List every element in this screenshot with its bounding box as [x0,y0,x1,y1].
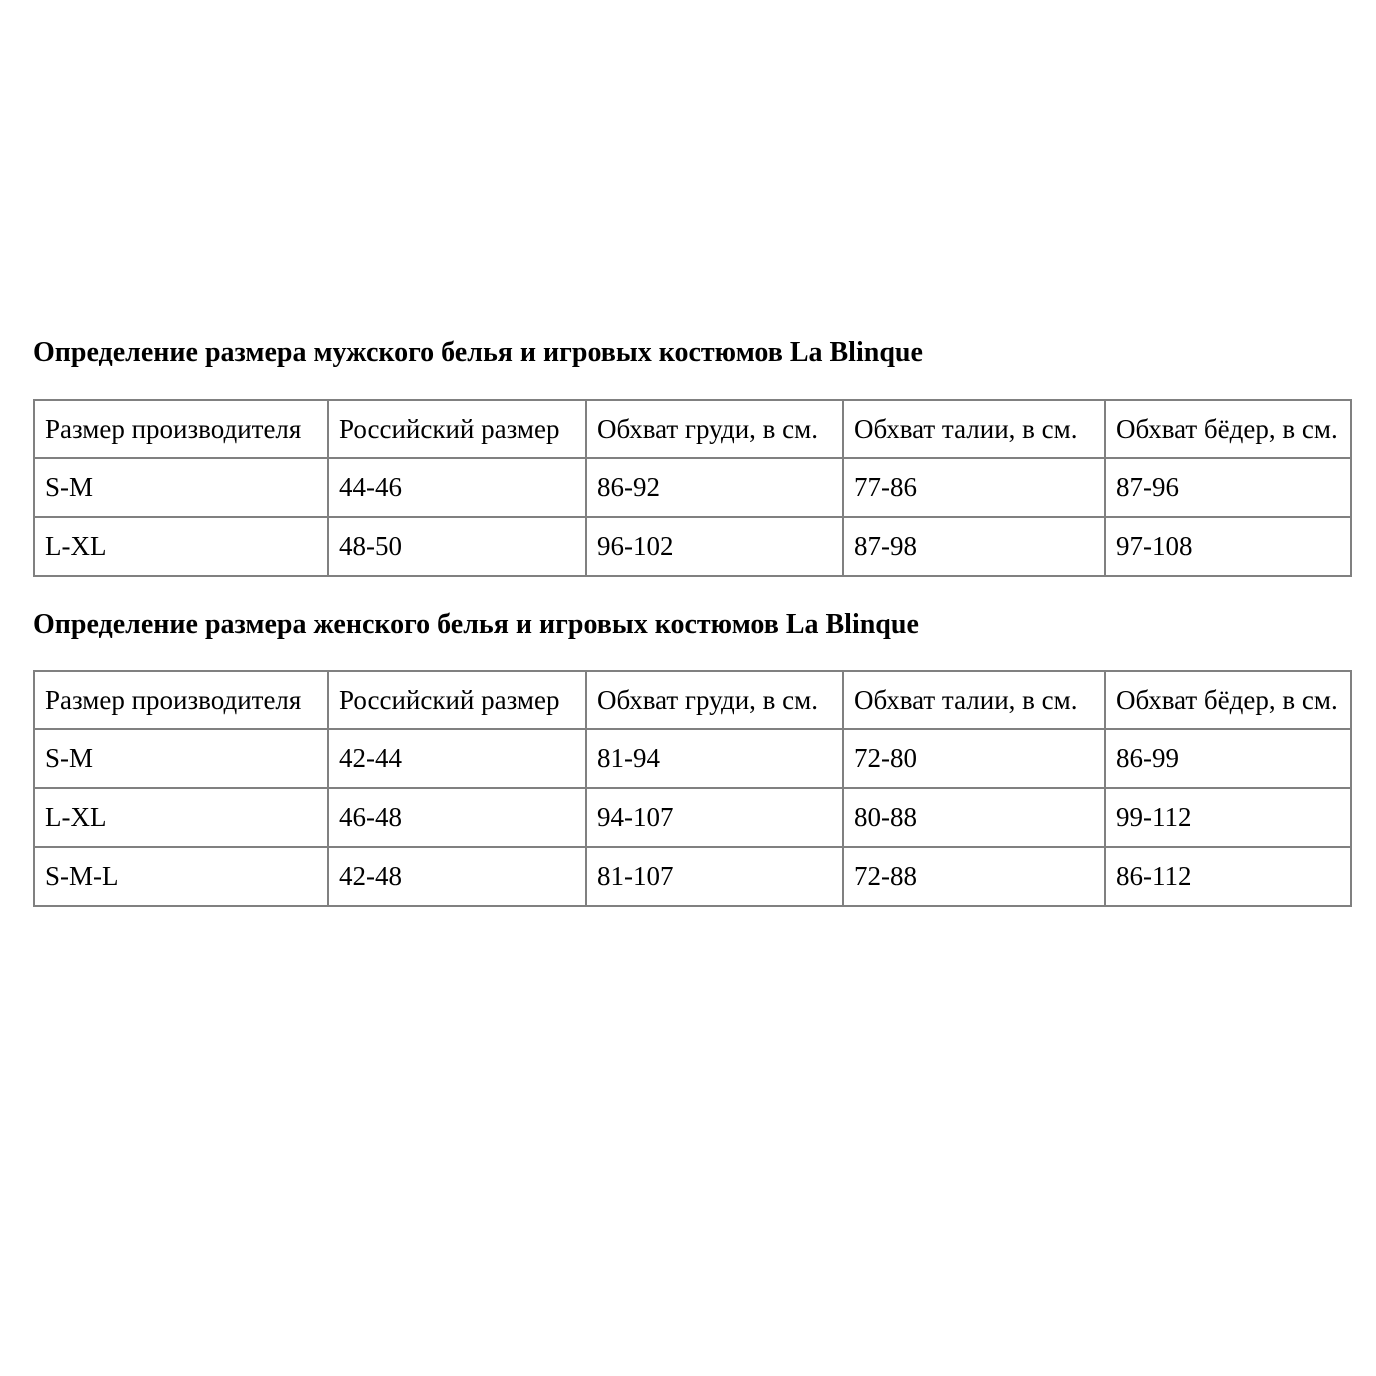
mens-size-heading: Определение размера мужского белья и игровых костюмов La Blinque [33,337,923,368]
womens-size-table [33,670,1352,907]
table-cell: 86-99 [1105,729,1351,788]
table-row [34,788,1351,847]
mens-size-table [33,399,1352,577]
table-row [34,458,1351,517]
column-header-hips: Обхват бёдер, в см. [1105,400,1351,458]
table-cell: S-M [34,729,328,788]
table-cell: 42-48 [328,847,586,906]
table-cell: 96-102 [586,517,843,576]
table-cell: 87-98 [843,517,1105,576]
table-cell: 99-112 [1105,788,1351,847]
table-cell: 81-107 [586,847,843,906]
table-cell: 86-112 [1105,847,1351,906]
table-cell: 72-80 [843,729,1105,788]
table-cell: 94-107 [586,788,843,847]
table-row [34,847,1351,906]
table-header-row [34,671,1351,729]
column-header-russian-size: Российский размер [328,400,586,458]
table-cell: 44-46 [328,458,586,517]
table-cell: 97-108 [1105,517,1351,576]
womens-size-heading: Определение размера женского белья и игровых костюмов La Blinque [33,609,919,640]
table-cell: 81-94 [586,729,843,788]
table-cell: 42-44 [328,729,586,788]
table-cell: 77-86 [843,458,1105,517]
table-cell: 72-88 [843,847,1105,906]
table-cell: L-XL [34,517,328,576]
column-header-manufacturer-size: Размер производителя [34,671,328,729]
column-header-manufacturer-size: Размер производителя [34,400,328,458]
table-row [34,729,1351,788]
table-cell: 48-50 [328,517,586,576]
table-header-row [34,400,1351,458]
column-header-chest: Обхват груди, в см. [586,400,843,458]
column-header-waist: Обхват талии, в см. [843,671,1105,729]
column-header-chest: Обхват груди, в см. [586,671,843,729]
table-cell: L-XL [34,788,328,847]
table-cell: 86-92 [586,458,843,517]
column-header-russian-size: Российский размер [328,671,586,729]
table-row [34,517,1351,576]
table-cell: 80-88 [843,788,1105,847]
column-header-hips: Обхват бёдер, в см. [1105,671,1351,729]
table-cell: 46-48 [328,788,586,847]
column-header-waist: Обхват талии, в см. [843,400,1105,458]
table-cell: 87-96 [1105,458,1351,517]
table-cell: S-M [34,458,328,517]
table-cell: S-M-L [34,847,328,906]
